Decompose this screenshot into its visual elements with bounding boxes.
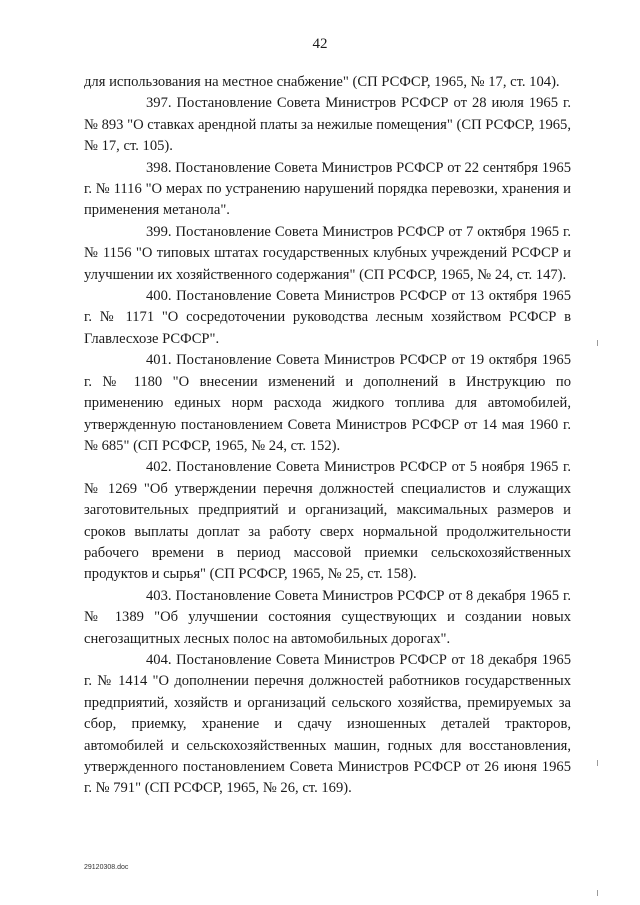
- list-item-400: 400. Постановление Совета Министров РСФСР от 13 октября 1965 г. № 1171 "О сосредоточении руководства лесным хозяйством РСФСР в Главлесхозе РСФСР".: [84, 288, 571, 347]
- document-body: [84, 72, 571, 800]
- scan-mark: [597, 760, 598, 766]
- list-item-403: 403. Постановление Совета Министров РСФСР от 8 декабря 1965 г. № 1389 "Об улучшении состояния существующих и создании новых снегозащитных лесных полос на автомобильных дорогах".: [84, 587, 571, 647]
- scan-mark: [597, 890, 598, 896]
- scan-mark: [597, 340, 598, 346]
- page-number: 42: [312, 36, 328, 52]
- list-item-399: 399. Постановление Совета Министров РСФСР от 7 октября 1965 г. № 1156 "О типовых штатах государственных клубных учреждений РСФСР и улучшении их хозяйственного содержания" (СП РСФСР, 1965, № 24, ст. 147).: [84, 223, 571, 283]
- list-item-401: 401. Постановление Совета Министров РСФСР от 19 октября 1965 г. № 1180 "О внесении изменений и дополнений в Инструкцию по применению единых норм расхода жидкого топлива для автомобилей, утвержденную постановлением Совета Министров РСФСР от 14 мая 1960 г. № 685" (СП РСФСР, 1965, № 24, ст. 152).: [84, 352, 571, 454]
- paragraph-continuation: для использования на местное снабжение" (СП РСФСР, 1965, № 17, ст. 104).: [84, 74, 560, 90]
- footer-file-code: 29120308.doc: [84, 864, 129, 871]
- list-item-397: 397. Постановление Совета Министров РСФСР от 28 июля 1965 г. № 893 "О ставках арендной платы за нежилые помещения" (СП РСФСР, 1965, № 17, ст. 105).: [84, 95, 572, 155]
- list-item-402: 402. Постановление Совета Министров РСФСР от 5 ноября 1965 г. № 1269 "Об утверждении перечня должностей специалистов и служащих заготовительных предприятий и организаций, максимальных размеров и сроков выплаты доплат за работу сверх нормальной продолжительности рабочего времени в период массовой приемки сельскохозяйственных продуктов и сырья" (СП РСФСР, 1965, № 25, ст. 158).: [84, 459, 571, 583]
- list-item-398: 398. Постановление Совета Министров РСФСР от 22 сентября 1965 г. № 1116 "О мерах по устранению нарушений порядка перевозки, хранения и применения метанола".: [84, 159, 571, 219]
- list-item-404: 404. Постановление Совета Министров РСФСР от 18 декабря 1965 г. № 1414 "О дополнении перечня должностей работников государственных предприятий, хозяйств и организаций сельского хозяйства, премируемых за сбор, приемку, хранение и сдачу изношенных деталей тракторов, автомобилей и сельскохозяйственных машин, годных для восстановления, утвержденного постановлением Совета Министров РСФСР от 26 июня 1965 г. № 791" (СП РСФСР, 1965, № 26, ст. 169).: [84, 651, 571, 797]
